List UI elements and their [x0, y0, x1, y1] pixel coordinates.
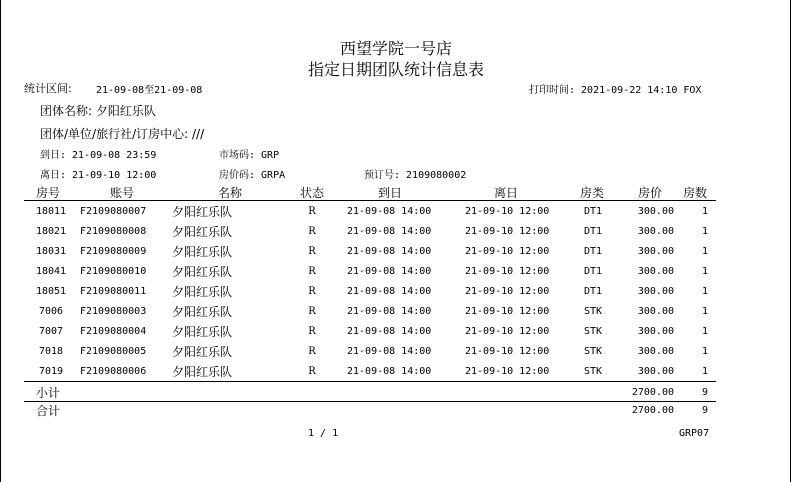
header-status: 状态 — [300, 186, 325, 200]
room-count: 1 — [701, 266, 708, 277]
header-departure: 离日 — [494, 186, 519, 200]
account-number: F2109080009 — [80, 246, 147, 257]
arrival: 21-09-08 14:00 — [347, 366, 432, 377]
room-number: 18021 — [35, 226, 67, 237]
room-count: 1 — [701, 326, 708, 337]
rate: 300.00 — [637, 326, 674, 337]
room-number: 18041 — [35, 266, 67, 277]
group-name: 团体名称: 夕阳红乐队 — [40, 104, 156, 118]
departure: 21-09-10 12:00 — [465, 206, 550, 217]
arrival: 21-09-08 14:00 — [347, 266, 432, 277]
rate: 300.00 — [637, 366, 674, 377]
account-number: F2109080008 — [80, 226, 147, 237]
account-number: F2109080006 — [80, 366, 147, 377]
guest-name: 夕阳红乐队 — [172, 325, 233, 339]
account-number: F2109080004 — [80, 326, 147, 337]
room-number: 18011 — [35, 206, 67, 217]
departure: 21-09-10 12:00 — [465, 366, 550, 377]
room-count: 1 — [701, 306, 708, 317]
print-time: 打印时间: 2021-09-22 14:10 FOX — [529, 85, 702, 96]
period-value: 21-09-08至21-09-08 — [96, 85, 203, 96]
guest-name: 夕阳红乐队 — [172, 245, 233, 259]
hotel-name: 西望学院一号店 — [339, 39, 452, 58]
departure: 21-09-10 12:00 — [465, 266, 550, 277]
total-label: 合计 — [36, 404, 61, 418]
room-number: 7006 — [38, 306, 64, 317]
status: R — [308, 346, 316, 357]
guest-name: 夕阳红乐队 — [172, 345, 233, 359]
report-code: GRP07 — [679, 428, 710, 439]
status: R — [308, 246, 316, 257]
status: R — [308, 366, 316, 377]
departure: 21-09-10 12:00 — [465, 286, 550, 297]
rate: 300.00 — [637, 286, 674, 297]
arrival: 21-09-08 14:00 — [347, 226, 432, 237]
total-rate: 2700.00 — [631, 405, 674, 416]
guest-name: 夕阳红乐队 — [172, 305, 233, 319]
departure: 21-09-10 12:00 — [465, 226, 550, 237]
subtotal-row — [0, 383, 792, 403]
room-type: DT1 — [583, 206, 603, 217]
room-count: 1 — [701, 246, 708, 257]
departure: 21-09-10 12:00 — [465, 326, 550, 337]
account-number: F2109080010 — [80, 266, 147, 277]
room-type: DT1 — [583, 266, 603, 277]
header-arrival: 到日 — [378, 186, 403, 200]
table-row — [0, 322, 792, 342]
total-row — [0, 401, 792, 421]
room-type: STK — [583, 366, 603, 377]
period-label: 统计区间: — [24, 82, 72, 95]
subtotal-label: 小计 — [36, 386, 61, 400]
arrival: 21-09-08 14:00 — [347, 286, 432, 297]
room-count: 1 — [701, 226, 708, 237]
room-count: 1 — [701, 346, 708, 357]
room-type: STK — [583, 326, 603, 337]
total-rooms: 9 — [701, 405, 708, 416]
account-number: F2109080011 — [80, 286, 147, 297]
guest-name: 夕阳红乐队 — [172, 265, 233, 279]
rate-code: 房价码: GRPA — [219, 170, 286, 181]
arrival: 21-09-08 14:00 — [347, 346, 432, 357]
subtotal-rooms: 9 — [701, 387, 708, 398]
rate: 300.00 — [637, 266, 674, 277]
table-row — [0, 222, 792, 242]
departure: 21-09-10 12:00 — [465, 346, 550, 357]
status: R — [308, 226, 316, 237]
table-row — [0, 302, 792, 322]
header-account: 账号 — [110, 186, 135, 200]
guest-name: 夕阳红乐队 — [172, 205, 233, 219]
room-number: 18031 — [35, 246, 67, 257]
table-row — [0, 262, 792, 282]
room-type: STK — [583, 346, 603, 357]
table-row — [0, 242, 792, 262]
departure-info: 离日: 21-09-10 12:00 — [40, 170, 157, 181]
market-code: 市场码: GRP — [219, 150, 280, 161]
arrival-info: 到日: 21-09-08 23:59 — [40, 150, 157, 161]
room-count: 1 — [701, 206, 708, 217]
status: R — [308, 326, 316, 337]
subtotal-top-line — [24, 381, 716, 382]
departure: 21-09-10 12:00 — [465, 306, 550, 317]
account-number: F2109080003 — [80, 306, 147, 317]
status: R — [308, 306, 316, 317]
subtotal-rate: 2700.00 — [631, 387, 674, 398]
table-row — [0, 282, 792, 302]
header-rate: 房价 — [638, 186, 663, 200]
arrival: 21-09-08 14:00 — [347, 326, 432, 337]
room-type: DT1 — [583, 246, 603, 257]
departure: 21-09-10 12:00 — [465, 246, 550, 257]
header-rooms: 房数 — [683, 186, 708, 200]
room-count: 1 — [701, 366, 708, 377]
arrival: 21-09-08 14:00 — [347, 206, 432, 217]
table-row — [0, 342, 792, 362]
rate: 300.00 — [637, 346, 674, 357]
rate: 300.00 — [637, 206, 674, 217]
account-number: F2109080005 — [80, 346, 147, 357]
header-room: 房号 — [36, 186, 61, 200]
room-number: 7019 — [38, 366, 64, 377]
room-type: DT1 — [583, 286, 603, 297]
table-row — [0, 202, 792, 222]
room-count: 1 — [701, 286, 708, 297]
room-number: 7007 — [38, 326, 64, 337]
guest-name: 夕阳红乐队 — [172, 285, 233, 299]
company-info: 团体/单位/旅行社/订房中心: /// — [40, 127, 205, 141]
reservation-number: 预订号: 2109080002 — [364, 170, 467, 181]
rate: 300.00 — [637, 226, 674, 237]
room-number: 7018 — [38, 346, 64, 357]
report-title: 指定日期团队统计信息表 — [307, 60, 484, 79]
page-number: 1 / 1 — [308, 428, 339, 439]
room-type: DT1 — [583, 226, 603, 237]
status: R — [308, 206, 316, 217]
status: R — [308, 286, 316, 297]
arrival: 21-09-08 14:00 — [347, 246, 432, 257]
header-room-type: 房类 — [580, 186, 605, 200]
rate: 300.00 — [637, 306, 674, 317]
room-type: STK — [583, 306, 603, 317]
status: R — [308, 266, 316, 277]
arrival: 21-09-08 14:00 — [347, 306, 432, 317]
table-row — [0, 362, 792, 382]
guest-name: 夕阳红乐队 — [172, 225, 233, 239]
room-number: 18051 — [35, 286, 67, 297]
guest-name: 夕阳红乐队 — [172, 365, 233, 379]
header-underline — [24, 200, 716, 201]
rate: 300.00 — [637, 246, 674, 257]
header-name: 名称 — [218, 186, 243, 200]
account-number: F2109080007 — [80, 206, 147, 217]
